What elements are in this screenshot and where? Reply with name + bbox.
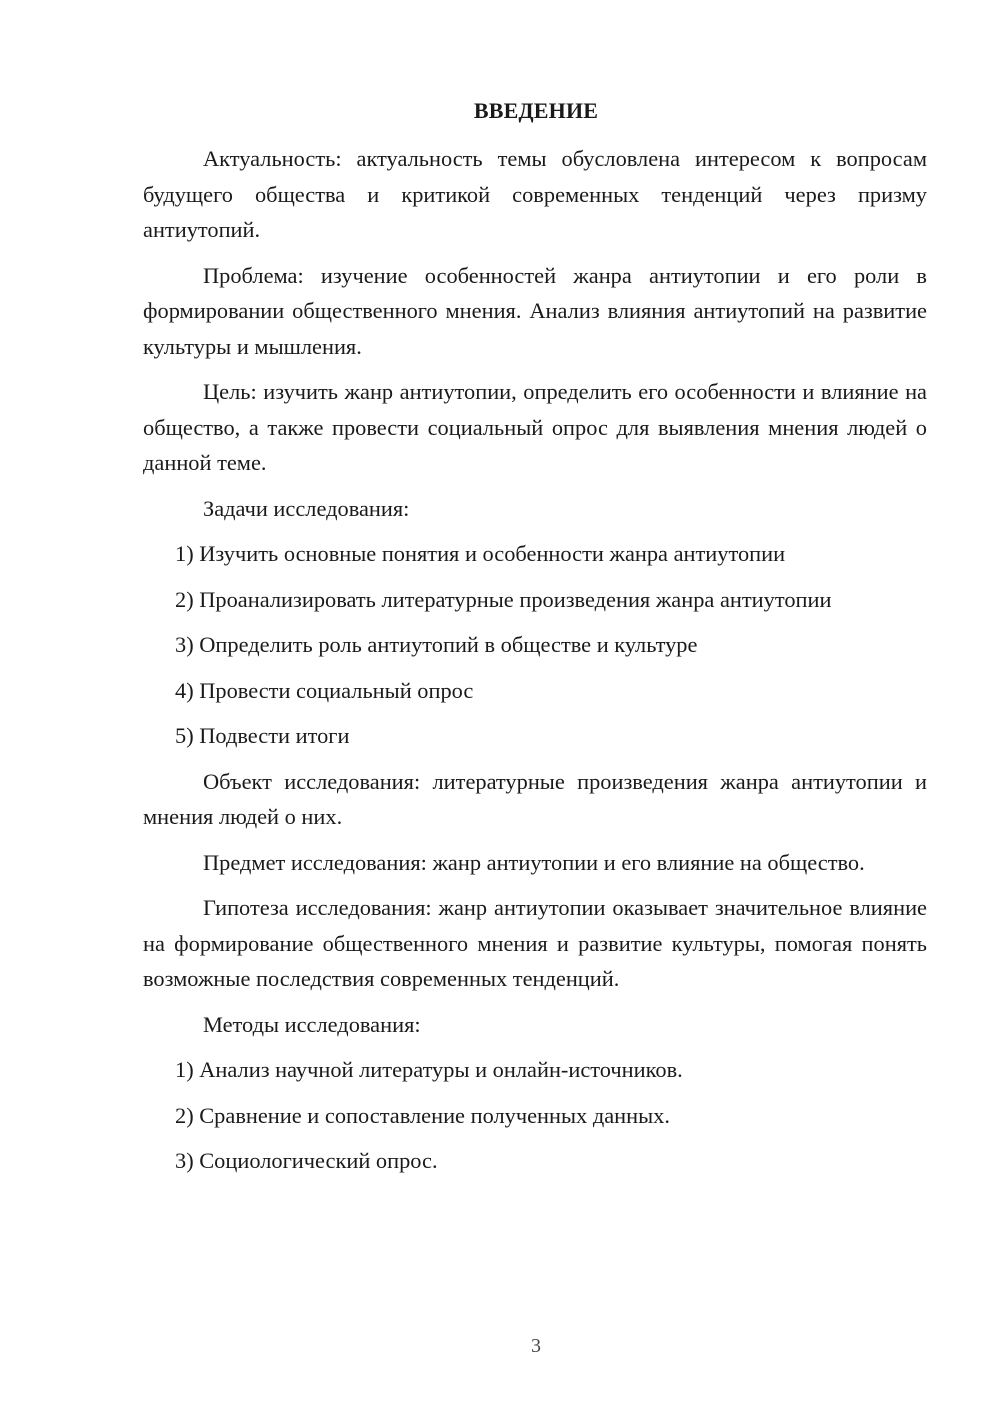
method-item: 2) Сравнение и сопоставление полученных данных. <box>175 1102 670 1128</box>
methods-heading: Методы исследования: <box>203 1011 421 1037</box>
task-item: 2) Проанализировать литературные произведения жанра антиутопии <box>175 586 832 612</box>
methods-list <box>143 1052 927 1179</box>
task-item: 4) Провести социальный опрос <box>175 677 474 703</box>
tasks-heading: Задачи исследования: <box>203 495 410 521</box>
relevance-paragraph: Актуальность: актуальность темы обусловлена интересом к вопросам будущего общества и критикой современных тенденций через призму антиутопий. <box>143 146 927 242</box>
object-paragraph: Объект исследования: литературные произведения жанра антиутопии и мнения людей о них. <box>143 768 927 829</box>
hypothesis-paragraph: Гипотеза исследования: жанр антиутопии оказывает значительное влияние на формирование общественного мнения и развитие культуры, помогая понять возможные последствия современных тенденций. <box>143 895 927 991</box>
page-number: 3 <box>531 1335 541 1357</box>
goal-paragraph: Цель: изучить жанр антиутопии, определить его особенности и влияние на общество, а также провести социальный опрос для выявления мнения людей о данной теме. <box>143 379 927 475</box>
method-item: 1) Анализ научной литературы и онлайн-источников. <box>175 1057 683 1082</box>
subject-paragraph: Предмет исследования: жанр антиутопии и его влияние на общество. <box>203 849 865 875</box>
method-item: 3) Социологический опрос. <box>175 1148 438 1173</box>
task-item: 3) Определить роль антиутопий в обществе и культуре <box>175 632 698 657</box>
task-item: 1) Изучить основные понятия и особенности жанра антиутопии <box>175 541 786 566</box>
problem-paragraph: Проблема: изучение особенностей жанра антиутопии и его роли в формировании общественного мнения. Анализ влияния антиутопий на развитие культуры и мышления. <box>143 262 927 359</box>
section-title: ВВЕДЕНИЕ <box>473 98 599 123</box>
tasks-list <box>143 536 927 754</box>
document-body <box>143 141 927 1189</box>
task-item: 5) Подвести итоги <box>175 723 350 748</box>
